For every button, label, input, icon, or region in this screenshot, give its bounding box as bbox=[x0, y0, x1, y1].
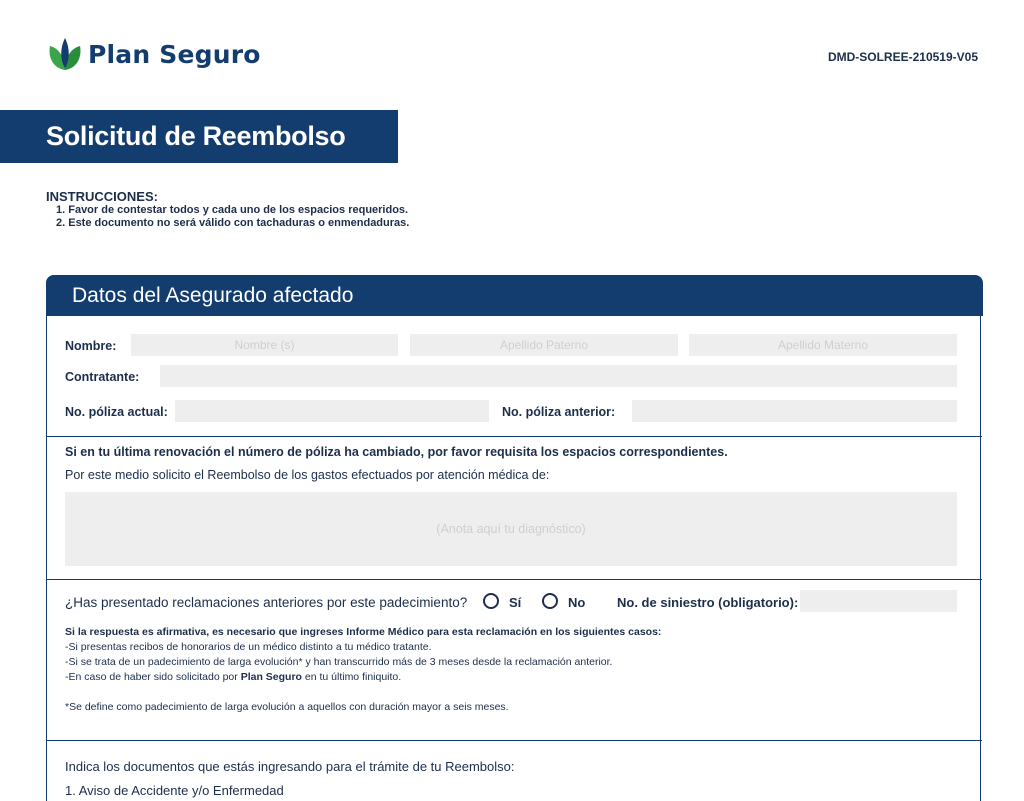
divider bbox=[47, 740, 982, 741]
instruction-item: 1. Favor de contestar todos y cada uno de los espacios requeridos. bbox=[56, 204, 409, 216]
nombre-field[interactable]: Nombre (s) bbox=[131, 334, 398, 356]
divider bbox=[47, 579, 982, 580]
contratante-field[interactable] bbox=[160, 365, 957, 387]
siniestro-label: No. de siniestro (obligatorio): bbox=[617, 595, 799, 610]
instructions-block bbox=[46, 189, 409, 230]
brand-logo bbox=[46, 34, 261, 74]
case-item: -Si se trata de un padecimiento de larga evolución* y han transcurrido más de 3 meses desde la reclamación anterior. bbox=[65, 656, 613, 668]
renovacion-note: Si en tu última renovación el número de póliza ha cambiado, por favor requisita los espacios correspondientes. bbox=[65, 445, 728, 459]
case-item bbox=[65, 670, 401, 684]
brand-name: Plan Seguro bbox=[88, 39, 261, 69]
case-brand: Plan Seguro bbox=[240, 671, 302, 683]
document-code: DMD-SOLREE-210519-V05 bbox=[827, 50, 978, 64]
leaf-icon bbox=[46, 34, 84, 74]
nombre-label: Nombre: bbox=[65, 339, 117, 353]
reclamaciones-question: ¿Has presentado reclamaciones anteriores por este padecimiento? bbox=[65, 595, 468, 610]
radio-no-label: No bbox=[568, 595, 586, 610]
radio-no[interactable] bbox=[542, 593, 558, 609]
case-item: -Si presentas recibos de honorarios de un médico distinto a tu médico tratante. bbox=[65, 641, 432, 653]
contratante-label: Contratante: bbox=[65, 370, 140, 384]
poliza-actual-label: No. póliza actual: bbox=[65, 405, 168, 419]
siniestro-field[interactable] bbox=[800, 590, 957, 612]
divider bbox=[47, 436, 982, 437]
poliza-anterior-field[interactable] bbox=[632, 400, 957, 422]
instruction-item: 2. Este documento no será válido con tachaduras o enmendaduras. bbox=[56, 217, 410, 229]
apellido-materno-field[interactable]: Apellido Materno bbox=[689, 334, 957, 356]
documento-item: 1. Aviso de Accidente y/o Enfermedad bbox=[65, 783, 284, 798]
case-suffix: en tu último finiquito. bbox=[301, 671, 402, 683]
documentos-heading: Indica los documentos que estás ingresando para el trámite de tu Reembolso: bbox=[65, 759, 515, 774]
afirmativa-heading: Si la respuesta es afirmativa, es necesario que ingreses Informe Médico para esta reclamación en los siguientes casos: bbox=[65, 626, 662, 638]
diagnostico-field[interactable]: (Anota aquí tu diagnóstico) bbox=[65, 492, 957, 566]
title-banner bbox=[0, 110, 398, 163]
section-title: Datos del Asegurado afectado bbox=[72, 284, 354, 307]
poliza-actual-field[interactable] bbox=[175, 400, 489, 422]
apellido-paterno-field[interactable]: Apellido Paterno bbox=[410, 334, 678, 356]
radio-si-label: Sí bbox=[509, 595, 522, 610]
poliza-anterior-label: No. póliza anterior: bbox=[502, 405, 616, 419]
solicito-text: Por este medio solicito el Reembolso de los gastos efectuados por atención médica de: bbox=[65, 468, 550, 482]
radio-si[interactable] bbox=[483, 593, 499, 609]
page-title: Solicitud de Reembolso bbox=[46, 121, 346, 151]
footnote: *Se define como padecimiento de larga evolución a aquellos con duración mayor a seis meses. bbox=[65, 701, 509, 713]
instructions-heading: INSTRUCCIONES: bbox=[46, 189, 158, 204]
insured-data-section bbox=[46, 275, 981, 801]
section-header bbox=[46, 275, 983, 316]
case-prefix: -En caso de haber sido solicitado por bbox=[65, 671, 241, 683]
